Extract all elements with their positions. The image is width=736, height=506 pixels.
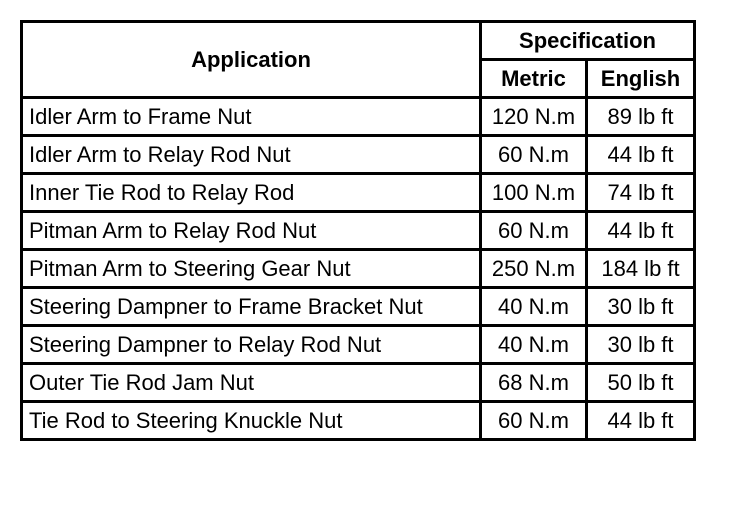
application-cell: Outer Tie Rod Jam Nut — [22, 364, 481, 402]
application-cell: Pitman Arm to Steering Gear Nut — [22, 250, 481, 288]
english-cell: 74 lb ft — [587, 174, 695, 212]
table-body — [22, 98, 695, 440]
table-row — [22, 326, 695, 364]
application-cell: Inner Tie Rod to Relay Rod — [22, 174, 481, 212]
metric-cell: 100 N.m — [481, 174, 587, 212]
metric-cell: 250 N.m — [481, 250, 587, 288]
table-row — [22, 136, 695, 174]
table-row — [22, 288, 695, 326]
english-cell: 44 lb ft — [587, 136, 695, 174]
english-cell: 44 lb ft — [587, 212, 695, 250]
specification-column-header: Specification — [481, 22, 695, 60]
english-cell: 184 lb ft — [587, 250, 695, 288]
table-row — [22, 402, 695, 440]
table-row — [22, 250, 695, 288]
metric-cell: 60 N.m — [481, 136, 587, 174]
application-cell: Idler Arm to Frame Nut — [22, 98, 481, 136]
application-cell: Tie Rod to Steering Knuckle Nut — [22, 402, 481, 440]
table-row — [22, 212, 695, 250]
english-column-header: English — [587, 60, 695, 98]
table-row — [22, 364, 695, 402]
metric-cell: 120 N.m — [481, 98, 587, 136]
table-header — [22, 22, 695, 98]
header-row-top — [22, 22, 695, 60]
english-cell: 89 lb ft — [587, 98, 695, 136]
english-cell: 30 lb ft — [587, 326, 695, 364]
application-cell: Steering Dampner to Relay Rod Nut — [22, 326, 481, 364]
metric-column-header: Metric — [481, 60, 587, 98]
application-cell: Pitman Arm to Relay Rod Nut — [22, 212, 481, 250]
metric-cell: 60 N.m — [481, 402, 587, 440]
application-cell: Steering Dampner to Frame Bracket Nut — [22, 288, 481, 326]
table-row — [22, 174, 695, 212]
application-cell: Idler Arm to Relay Rod Nut — [22, 136, 481, 174]
metric-cell: 60 N.m — [481, 212, 587, 250]
table-row — [22, 98, 695, 136]
metric-cell: 68 N.m — [481, 364, 587, 402]
metric-cell: 40 N.m — [481, 288, 587, 326]
application-column-header: Application — [22, 22, 481, 98]
english-cell: 44 lb ft — [587, 402, 695, 440]
torque-specification-table — [20, 20, 696, 441]
metric-cell: 40 N.m — [481, 326, 587, 364]
english-cell: 50 lb ft — [587, 364, 695, 402]
english-cell: 30 lb ft — [587, 288, 695, 326]
